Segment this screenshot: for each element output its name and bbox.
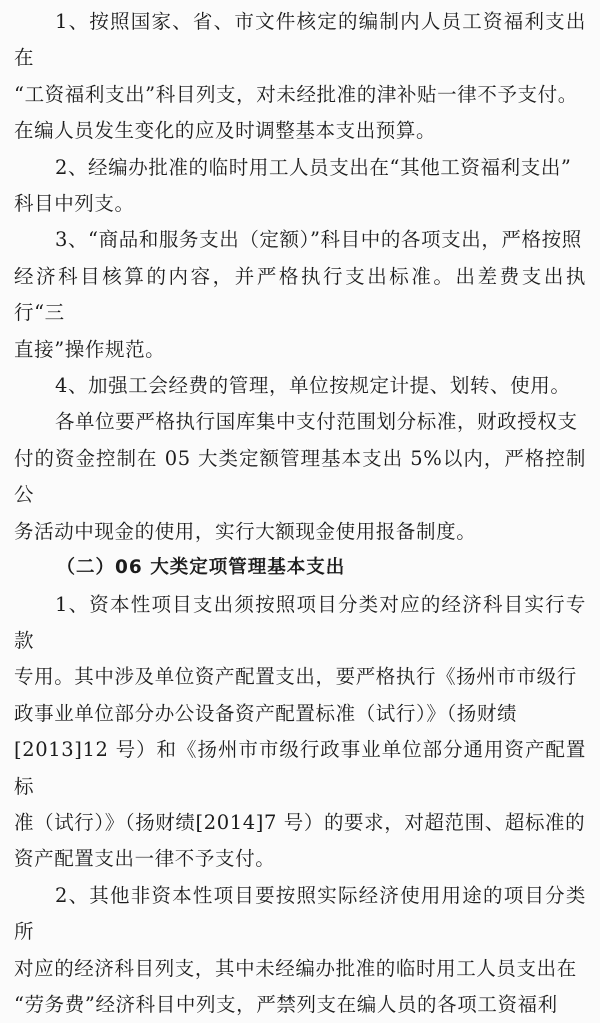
text-line: 3、“商品和服务支出（定额）”科目中的各项支出，严格按照 xyxy=(54,228,582,252)
paragraph-1 xyxy=(14,4,586,150)
text-line: 准（试行）》（扬财绩[2014]7 号）的要求，对超范围、超标准的 xyxy=(14,810,586,834)
text-line: 政事业单位部分办公设备资产配置标准（试行）》（扬财绩 xyxy=(14,701,518,725)
text-line: 付的资金控制在 05 大类定额管理基本支出 5%以内，严格控制公 xyxy=(14,446,586,507)
text-line: 专用。其中涉及单位资产配置支出，要严格执行《扬州市市级行 xyxy=(14,665,577,689)
text-line: 2、经编办批准的临时用工人员支出在“其他工资福利支出” xyxy=(54,155,572,179)
text-line: 科目中列支。 xyxy=(14,192,135,216)
text-line: 务活动中现金的使用，实行大额现金使用报备制度。 xyxy=(14,519,477,543)
paragraph-3 xyxy=(14,222,586,368)
text-line: 2、其他非资本性项目要按照实际经济使用用途的项目分类所 xyxy=(14,883,586,944)
text-line: 4、加强工会经费的管理，单位按规定计提、划转、使用。 xyxy=(54,374,571,398)
text-line: [2013]12 号）和《扬州市市级行政事业单位部分通用资产配置标 xyxy=(14,738,586,798)
section-heading xyxy=(14,550,586,586)
text-line: 1、按照国家、省、市文件核定的编制内人员工资福利支出在 xyxy=(14,10,586,70)
paragraph-5 xyxy=(14,404,586,550)
text-line: 直接”操作规范。 xyxy=(14,337,166,361)
text-line: 资产配置支出一律不予支付。 xyxy=(14,847,276,871)
paragraph-2 xyxy=(14,150,586,223)
text-line: 各单位要严格执行国库集中支付范围划分标准，财政授权支 xyxy=(54,410,578,434)
text-line: “劳务费”经济科目中列支，严禁列支在编人员的各项工资福利 xyxy=(14,992,558,1016)
text-line: 在编人员发生变化的应及时调整基本支出预算。 xyxy=(14,119,437,143)
paragraph-6 xyxy=(14,587,586,878)
text-line: 1、资本性项目支出须按照项目分类对应的经济科目实行专款 xyxy=(14,592,586,652)
text-line: “工资福利支出”科目列支，对未经批准的津补贴一律不予支付。 xyxy=(14,82,578,106)
text-line: 经济科目核算的内容，并严格执行支出标准。出差费支出执行“三 xyxy=(14,264,586,325)
heading-text: （二）06 大类定项管理基本支出 xyxy=(56,557,346,579)
text-line: 对应的经济科目列支，其中未经编办批准的临时用工人员支出在 xyxy=(14,956,577,980)
paragraph-7 xyxy=(14,878,586,1023)
paragraph-4 xyxy=(14,368,586,404)
